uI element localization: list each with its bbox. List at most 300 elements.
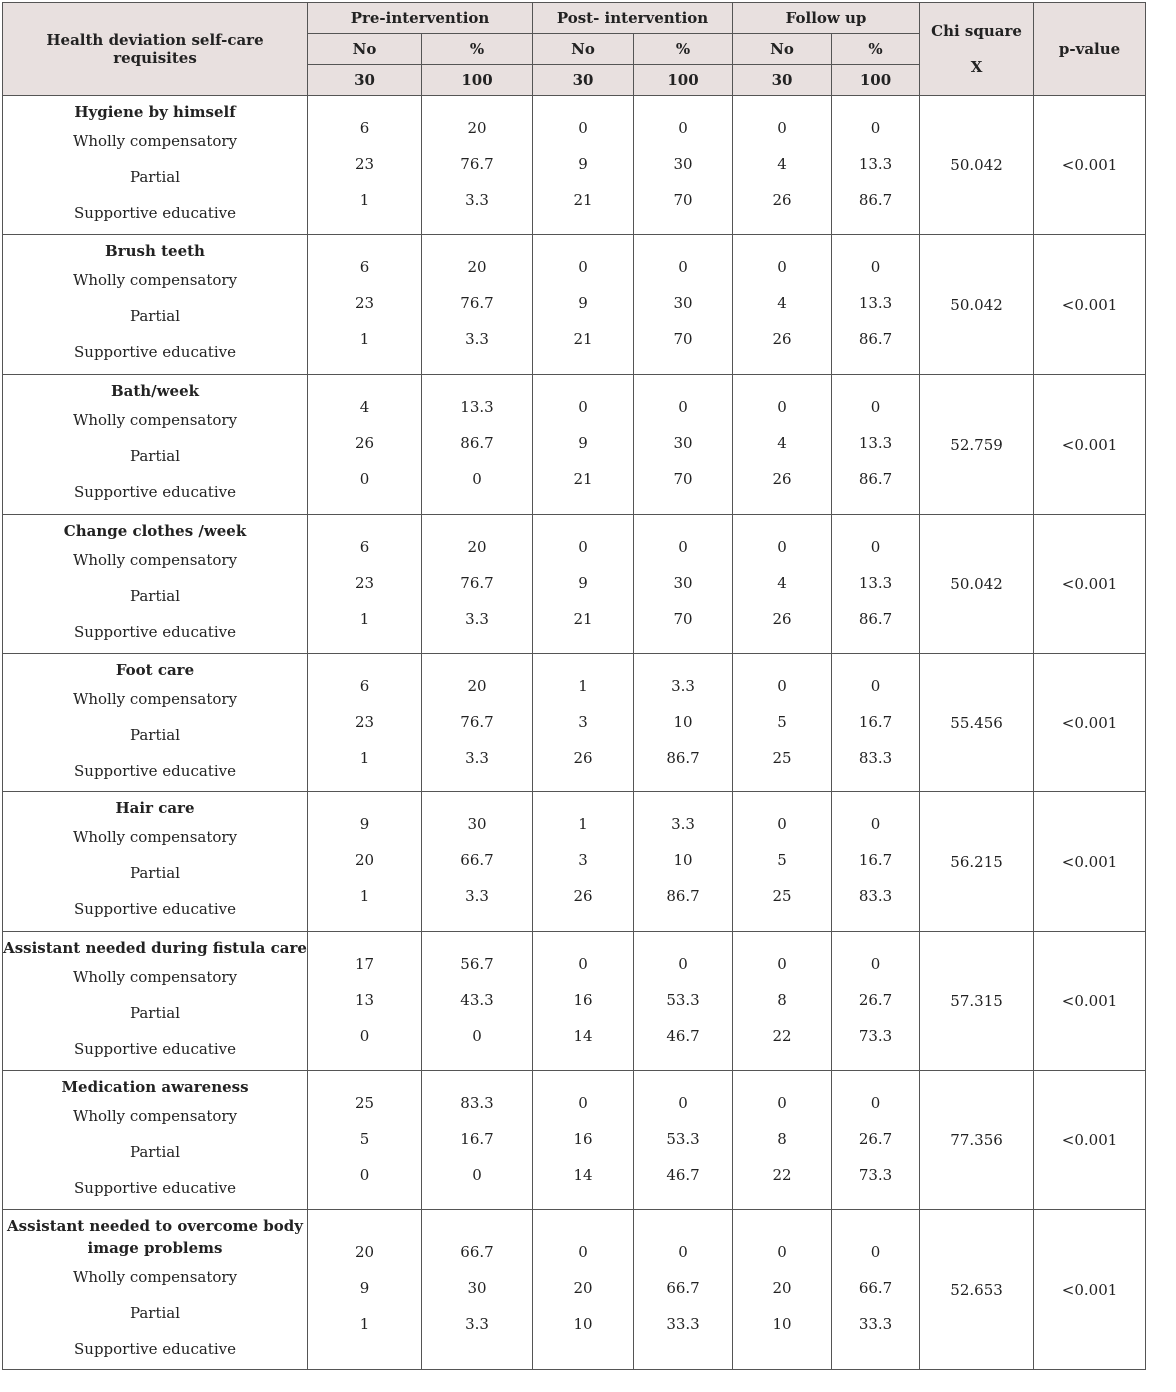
chi-square-value: 52.759 [920, 375, 1034, 515]
value-cell-post-pct [634, 1071, 733, 1210]
value: 9 [578, 294, 588, 312]
p-value: <0.001 [1034, 375, 1146, 515]
value: 13.3 [858, 294, 893, 312]
value-list [733, 375, 831, 497]
table-row [3, 96, 1146, 235]
level-label: Wholly compensatory [72, 132, 238, 150]
level-label: Supportive educative [74, 762, 236, 780]
table-row [3, 1071, 1146, 1210]
value: 23 [354, 155, 375, 173]
value-cell-fu-no [733, 654, 832, 792]
level-label: Partial [129, 1143, 181, 1161]
value: 3.3 [465, 330, 489, 348]
value-cell-fu-no [733, 515, 832, 654]
value: 0 [678, 1243, 688, 1261]
value: 14 [573, 1166, 593, 1184]
value: 20 [573, 1279, 593, 1297]
value: 0 [678, 1094, 688, 1112]
requisite-title: Bath/week [110, 382, 200, 400]
value: 0 [578, 1243, 588, 1261]
value-cell-fu-pct [832, 792, 920, 932]
value-cell-fu-pct [832, 1071, 920, 1210]
p-value: <0.001 [1034, 654, 1146, 792]
value-cell-post-no [533, 375, 634, 515]
value: 0 [870, 1243, 881, 1261]
value: 66.7 [666, 1279, 700, 1297]
value: 20 [354, 851, 375, 869]
value-list [422, 375, 532, 497]
value-cell-post-no [533, 1210, 634, 1370]
value-list [308, 1210, 421, 1342]
value: 16.7 [858, 713, 893, 731]
value: 46.7 [666, 1027, 700, 1045]
header-pre-no: No [308, 34, 422, 65]
level-label: Wholly compensatory [72, 411, 238, 429]
value-list [422, 932, 532, 1054]
value: 8 [777, 1130, 787, 1148]
value-cell-post-pct [634, 654, 733, 792]
value: 3.3 [465, 191, 489, 209]
value-cell-pre-pct [422, 96, 533, 235]
value: 0 [777, 119, 787, 137]
value: 20 [467, 258, 487, 276]
value-list [308, 375, 421, 497]
level-label: Partial [129, 864, 181, 882]
value: 86.7 [666, 887, 700, 905]
requisite-title: Hair care [115, 799, 195, 817]
value-cell-fu-no [733, 792, 832, 932]
value-list [634, 1071, 732, 1193]
value-list [832, 932, 919, 1054]
value: 30 [673, 155, 693, 173]
chi-square-value: 77.356 [920, 1071, 1034, 1210]
value: 9 [359, 815, 370, 833]
chi-square-label: Chi square [931, 22, 1022, 40]
value-cell-post-pct [634, 932, 733, 1071]
requisite-title: Assistant needed to overcome body image problems [7, 1217, 303, 1257]
value: 0 [870, 955, 881, 973]
value: 30 [673, 574, 693, 592]
value: 20 [772, 1279, 792, 1297]
p-value: <0.001 [1034, 1210, 1146, 1370]
value-list [533, 515, 633, 637]
value: 0 [870, 1094, 881, 1112]
value: 20 [467, 538, 487, 556]
chi-square-value: 56.215 [920, 792, 1034, 932]
value-cell-fu-no [733, 235, 832, 375]
value: 0 [472, 1166, 482, 1184]
value-cell-pre-pct [422, 235, 533, 375]
requisite-cell [3, 932, 308, 1071]
table-row [3, 792, 1146, 932]
requisite-cell [3, 792, 308, 932]
level-label: Wholly compensatory [72, 1107, 238, 1125]
value-list [533, 96, 633, 218]
requisite-cell [3, 515, 308, 654]
value: 3.3 [671, 677, 695, 695]
value: 43.3 [460, 991, 494, 1009]
header-follow-up: Follow up [733, 3, 920, 34]
requisite-title: Assistant needed during fistula care [3, 939, 307, 957]
value-list [634, 792, 732, 914]
value-cell-post-no [533, 1071, 634, 1210]
value-cell-fu-pct [832, 375, 920, 515]
value-list [308, 235, 421, 357]
level-label: Wholly compensatory [72, 271, 238, 289]
value: 22 [772, 1166, 792, 1184]
value: 0 [678, 955, 688, 973]
value-cell-pre-no [308, 1210, 422, 1370]
value-list [733, 792, 831, 914]
value-list [422, 654, 532, 776]
value: 70 [673, 330, 693, 348]
table-row [3, 654, 1146, 792]
value: 26 [772, 470, 792, 488]
requisite-cell [3, 1210, 308, 1370]
value: 3.3 [465, 749, 489, 767]
value: 13.3 [858, 155, 893, 173]
value: 66.7 [460, 851, 494, 869]
value: 10 [673, 851, 693, 869]
header-post-intervention: Post- intervention [533, 3, 733, 34]
value-cell-pre-pct [422, 654, 533, 792]
value: 0 [578, 119, 588, 137]
header-pre-total-n: 30 [308, 65, 422, 96]
value: 23 [354, 294, 375, 312]
value: 0 [472, 470, 482, 488]
value-list [533, 1071, 633, 1193]
value: 86.7 [460, 434, 494, 452]
value-list [533, 792, 633, 914]
value: 33.3 [666, 1315, 700, 1333]
requisite-cell [3, 96, 308, 235]
value-cell-pre-no [308, 96, 422, 235]
value: 13.3 [460, 398, 494, 416]
level-label: Partial [129, 1304, 181, 1322]
requisite-cell [3, 235, 308, 375]
level-label: Wholly compensatory [72, 690, 238, 708]
value: 16.7 [460, 1130, 494, 1148]
value: 10 [772, 1315, 792, 1333]
value: 9 [359, 1279, 370, 1297]
value-list [832, 235, 919, 357]
level-label: Supportive educative [74, 1179, 236, 1197]
header-fu-no: No [733, 34, 832, 65]
value: 76.7 [460, 713, 494, 731]
value: 76.7 [460, 574, 494, 592]
requisite-cell [3, 375, 308, 515]
level-label: Wholly compensatory [72, 828, 238, 846]
value: 0 [359, 1027, 370, 1045]
value-list [533, 654, 633, 776]
value: 70 [673, 191, 693, 209]
value-list [733, 235, 831, 357]
value-cell-pre-no [308, 932, 422, 1071]
results-table [2, 2, 1146, 1370]
value-cell-pre-pct [422, 792, 533, 932]
value-list [832, 1071, 919, 1193]
value: 26 [573, 749, 593, 767]
header-fu-total-pct: 100 [832, 65, 920, 96]
value: 13.3 [858, 434, 893, 452]
value: 3 [578, 851, 588, 869]
value: 3.3 [465, 1315, 489, 1333]
level-label: Wholly compensatory [72, 968, 238, 986]
value: 86.7 [858, 330, 893, 348]
value: 20 [467, 119, 487, 137]
table-body [3, 96, 1146, 1370]
value: 1 [359, 887, 370, 905]
value: 21 [573, 191, 593, 209]
level-label: Supportive educative [74, 204, 236, 222]
value: 0 [870, 398, 881, 416]
value: 26 [573, 887, 593, 905]
value: 0 [578, 1094, 588, 1112]
value: 30 [467, 815, 487, 833]
value: 4 [777, 434, 787, 452]
value-cell-fu-pct [832, 235, 920, 375]
value: 22 [772, 1027, 792, 1045]
chi-square-value: 50.042 [920, 235, 1034, 375]
value: 3.3 [671, 815, 695, 833]
value-list [308, 932, 421, 1054]
level-label: Supportive educative [74, 900, 236, 918]
chi-square-value: 57.315 [920, 932, 1034, 1071]
value-cell-fu-pct [832, 1210, 920, 1370]
value: 26.7 [858, 991, 893, 1009]
value: 70 [673, 470, 693, 488]
value: 1 [359, 749, 370, 767]
value: 21 [573, 330, 593, 348]
value: 66.7 [858, 1279, 893, 1297]
value-cell-pre-pct [422, 375, 533, 515]
value: 26 [772, 330, 792, 348]
header-fu-pct: % [832, 34, 920, 65]
value: 16 [573, 991, 593, 1009]
value-list [832, 515, 919, 637]
value-list [832, 654, 919, 776]
header-requisites: Health deviation self-care requisites [3, 3, 308, 96]
value-list [533, 235, 633, 357]
table-row [3, 515, 1146, 654]
value-list [634, 654, 732, 776]
value: 70 [673, 610, 693, 628]
value-cell-post-no [533, 932, 634, 1071]
value: 4 [777, 574, 787, 592]
value: 20 [467, 677, 487, 695]
value: 25 [772, 887, 792, 905]
value: 26 [772, 610, 792, 628]
value-list [832, 792, 919, 914]
level-label: Supportive educative [74, 1040, 236, 1058]
level-label: Wholly compensatory [72, 1268, 238, 1286]
value: 0 [870, 119, 881, 137]
p-value: <0.001 [1034, 515, 1146, 654]
value: 13.3 [858, 574, 893, 592]
level-label: Supportive educative [74, 1340, 236, 1358]
header-post-total-pct: 100 [634, 65, 733, 96]
value-cell-pre-pct [422, 515, 533, 654]
value: 46.7 [666, 1166, 700, 1184]
value: 23 [354, 574, 375, 592]
value-list [533, 932, 633, 1054]
value: 26.7 [858, 1130, 893, 1148]
requisite-cell [3, 654, 308, 792]
value: 0 [678, 538, 688, 556]
value: 26 [772, 191, 792, 209]
value-cell-post-pct [634, 792, 733, 932]
value-cell-fu-no [733, 932, 832, 1071]
value-cell-pre-no [308, 375, 422, 515]
value: 53.3 [666, 991, 700, 1009]
value: 9 [578, 574, 588, 592]
value: 25 [354, 1094, 375, 1112]
level-label: Partial [129, 307, 181, 325]
value: 5 [359, 1130, 370, 1148]
value: 83.3 [858, 749, 893, 767]
value: 6 [359, 677, 370, 695]
value-list [832, 375, 919, 497]
value-list [422, 1210, 532, 1342]
value: 0 [870, 815, 881, 833]
value-list [422, 235, 532, 357]
value: 83.3 [858, 887, 893, 905]
value: 0 [870, 677, 881, 695]
value: 86.7 [858, 610, 893, 628]
header-fu-total-n: 30 [733, 65, 832, 96]
value: 0 [678, 258, 688, 276]
header-post-no: No [533, 34, 634, 65]
value-list [308, 792, 421, 914]
value-list [733, 1210, 831, 1342]
value: 16 [573, 1130, 593, 1148]
value: 0 [678, 398, 688, 416]
value-list [733, 1071, 831, 1193]
value-list [308, 515, 421, 637]
value-list [308, 96, 421, 218]
level-label: Wholly compensatory [72, 551, 238, 569]
value: 0 [777, 1243, 787, 1261]
header-post-total-n: 30 [533, 65, 634, 96]
value-list [634, 375, 732, 497]
value: 76.7 [460, 294, 494, 312]
value: 4 [359, 398, 370, 416]
value: 30 [467, 1279, 487, 1297]
table-row [3, 1210, 1146, 1370]
table-row [3, 375, 1146, 515]
value-cell-post-pct [634, 375, 733, 515]
value-cell-post-pct [634, 1210, 733, 1370]
table-row [3, 932, 1146, 1071]
value-list [832, 1210, 919, 1342]
value-list [733, 96, 831, 218]
value: 66.7 [460, 1243, 494, 1261]
value-cell-fu-no [733, 1210, 832, 1370]
value: 86.7 [666, 749, 700, 767]
value: 0 [777, 398, 787, 416]
value: 56.7 [460, 955, 494, 973]
value: 30 [673, 294, 693, 312]
value: 0 [578, 398, 588, 416]
value: 0 [870, 538, 881, 556]
value: 1 [359, 330, 370, 348]
value-cell-fu-pct [832, 515, 920, 654]
requisite-title: Brush teeth [105, 242, 205, 260]
requisite-title: Medication awareness [61, 1078, 249, 1096]
value: 53.3 [666, 1130, 700, 1148]
value: 33.3 [858, 1315, 893, 1333]
value-list [634, 515, 732, 637]
value-cell-fu-no [733, 375, 832, 515]
level-label: Supportive educative [74, 483, 236, 501]
requisite-title: Foot care [115, 661, 195, 679]
value: 21 [573, 610, 593, 628]
value-list [422, 1071, 532, 1193]
level-label: Supportive educative [74, 343, 236, 361]
value-cell-post-pct [634, 96, 733, 235]
p-value: <0.001 [1034, 792, 1146, 932]
value-list [422, 792, 532, 914]
value: 1 [359, 1315, 370, 1333]
value-list [634, 235, 732, 357]
chi-square-value: 50.042 [920, 515, 1034, 654]
value: 0 [578, 258, 588, 276]
level-label: Supportive educative [74, 623, 236, 641]
header-chi-square [920, 3, 1034, 96]
value: 0 [578, 955, 588, 973]
value-cell-post-no [533, 792, 634, 932]
value: 21 [573, 470, 593, 488]
value-list [634, 932, 732, 1054]
header-pre-total-pct: 100 [422, 65, 533, 96]
p-value: <0.001 [1034, 1071, 1146, 1210]
value: 1 [359, 191, 370, 209]
value: 86.7 [858, 470, 893, 488]
value: 3.3 [465, 887, 489, 905]
value-list [733, 654, 831, 776]
value: 25 [772, 749, 792, 767]
table-row [3, 235, 1146, 375]
level-label: Partial [129, 587, 181, 605]
value: 3 [578, 713, 588, 731]
value-list [533, 1210, 633, 1342]
value-cell-post-no [533, 515, 634, 654]
value: 86.7 [858, 191, 893, 209]
value: 83.3 [460, 1094, 494, 1112]
value-cell-pre-pct [422, 1071, 533, 1210]
header-p-value: p-value [1034, 3, 1146, 96]
value: 0 [359, 1166, 370, 1184]
requisite-title: Change clothes /week [63, 522, 247, 540]
value: 26 [354, 434, 375, 452]
header-pre-intervention: Pre-intervention [308, 3, 533, 34]
requisite-title: Hygiene by himself [74, 103, 236, 121]
chi-square-symbol: X [970, 58, 983, 76]
value: 5 [777, 851, 787, 869]
value-cell-fu-pct [832, 654, 920, 792]
level-label: Partial [129, 1004, 181, 1022]
level-label: Partial [129, 726, 181, 744]
value: 6 [359, 258, 370, 276]
value-cell-pre-no [308, 515, 422, 654]
value: 16.7 [858, 851, 893, 869]
value-cell-post-no [533, 96, 634, 235]
value-cell-fu-no [733, 96, 832, 235]
p-value: <0.001 [1034, 235, 1146, 375]
value-list [832, 96, 919, 218]
value-list [634, 1210, 732, 1342]
value: 14 [573, 1027, 593, 1045]
